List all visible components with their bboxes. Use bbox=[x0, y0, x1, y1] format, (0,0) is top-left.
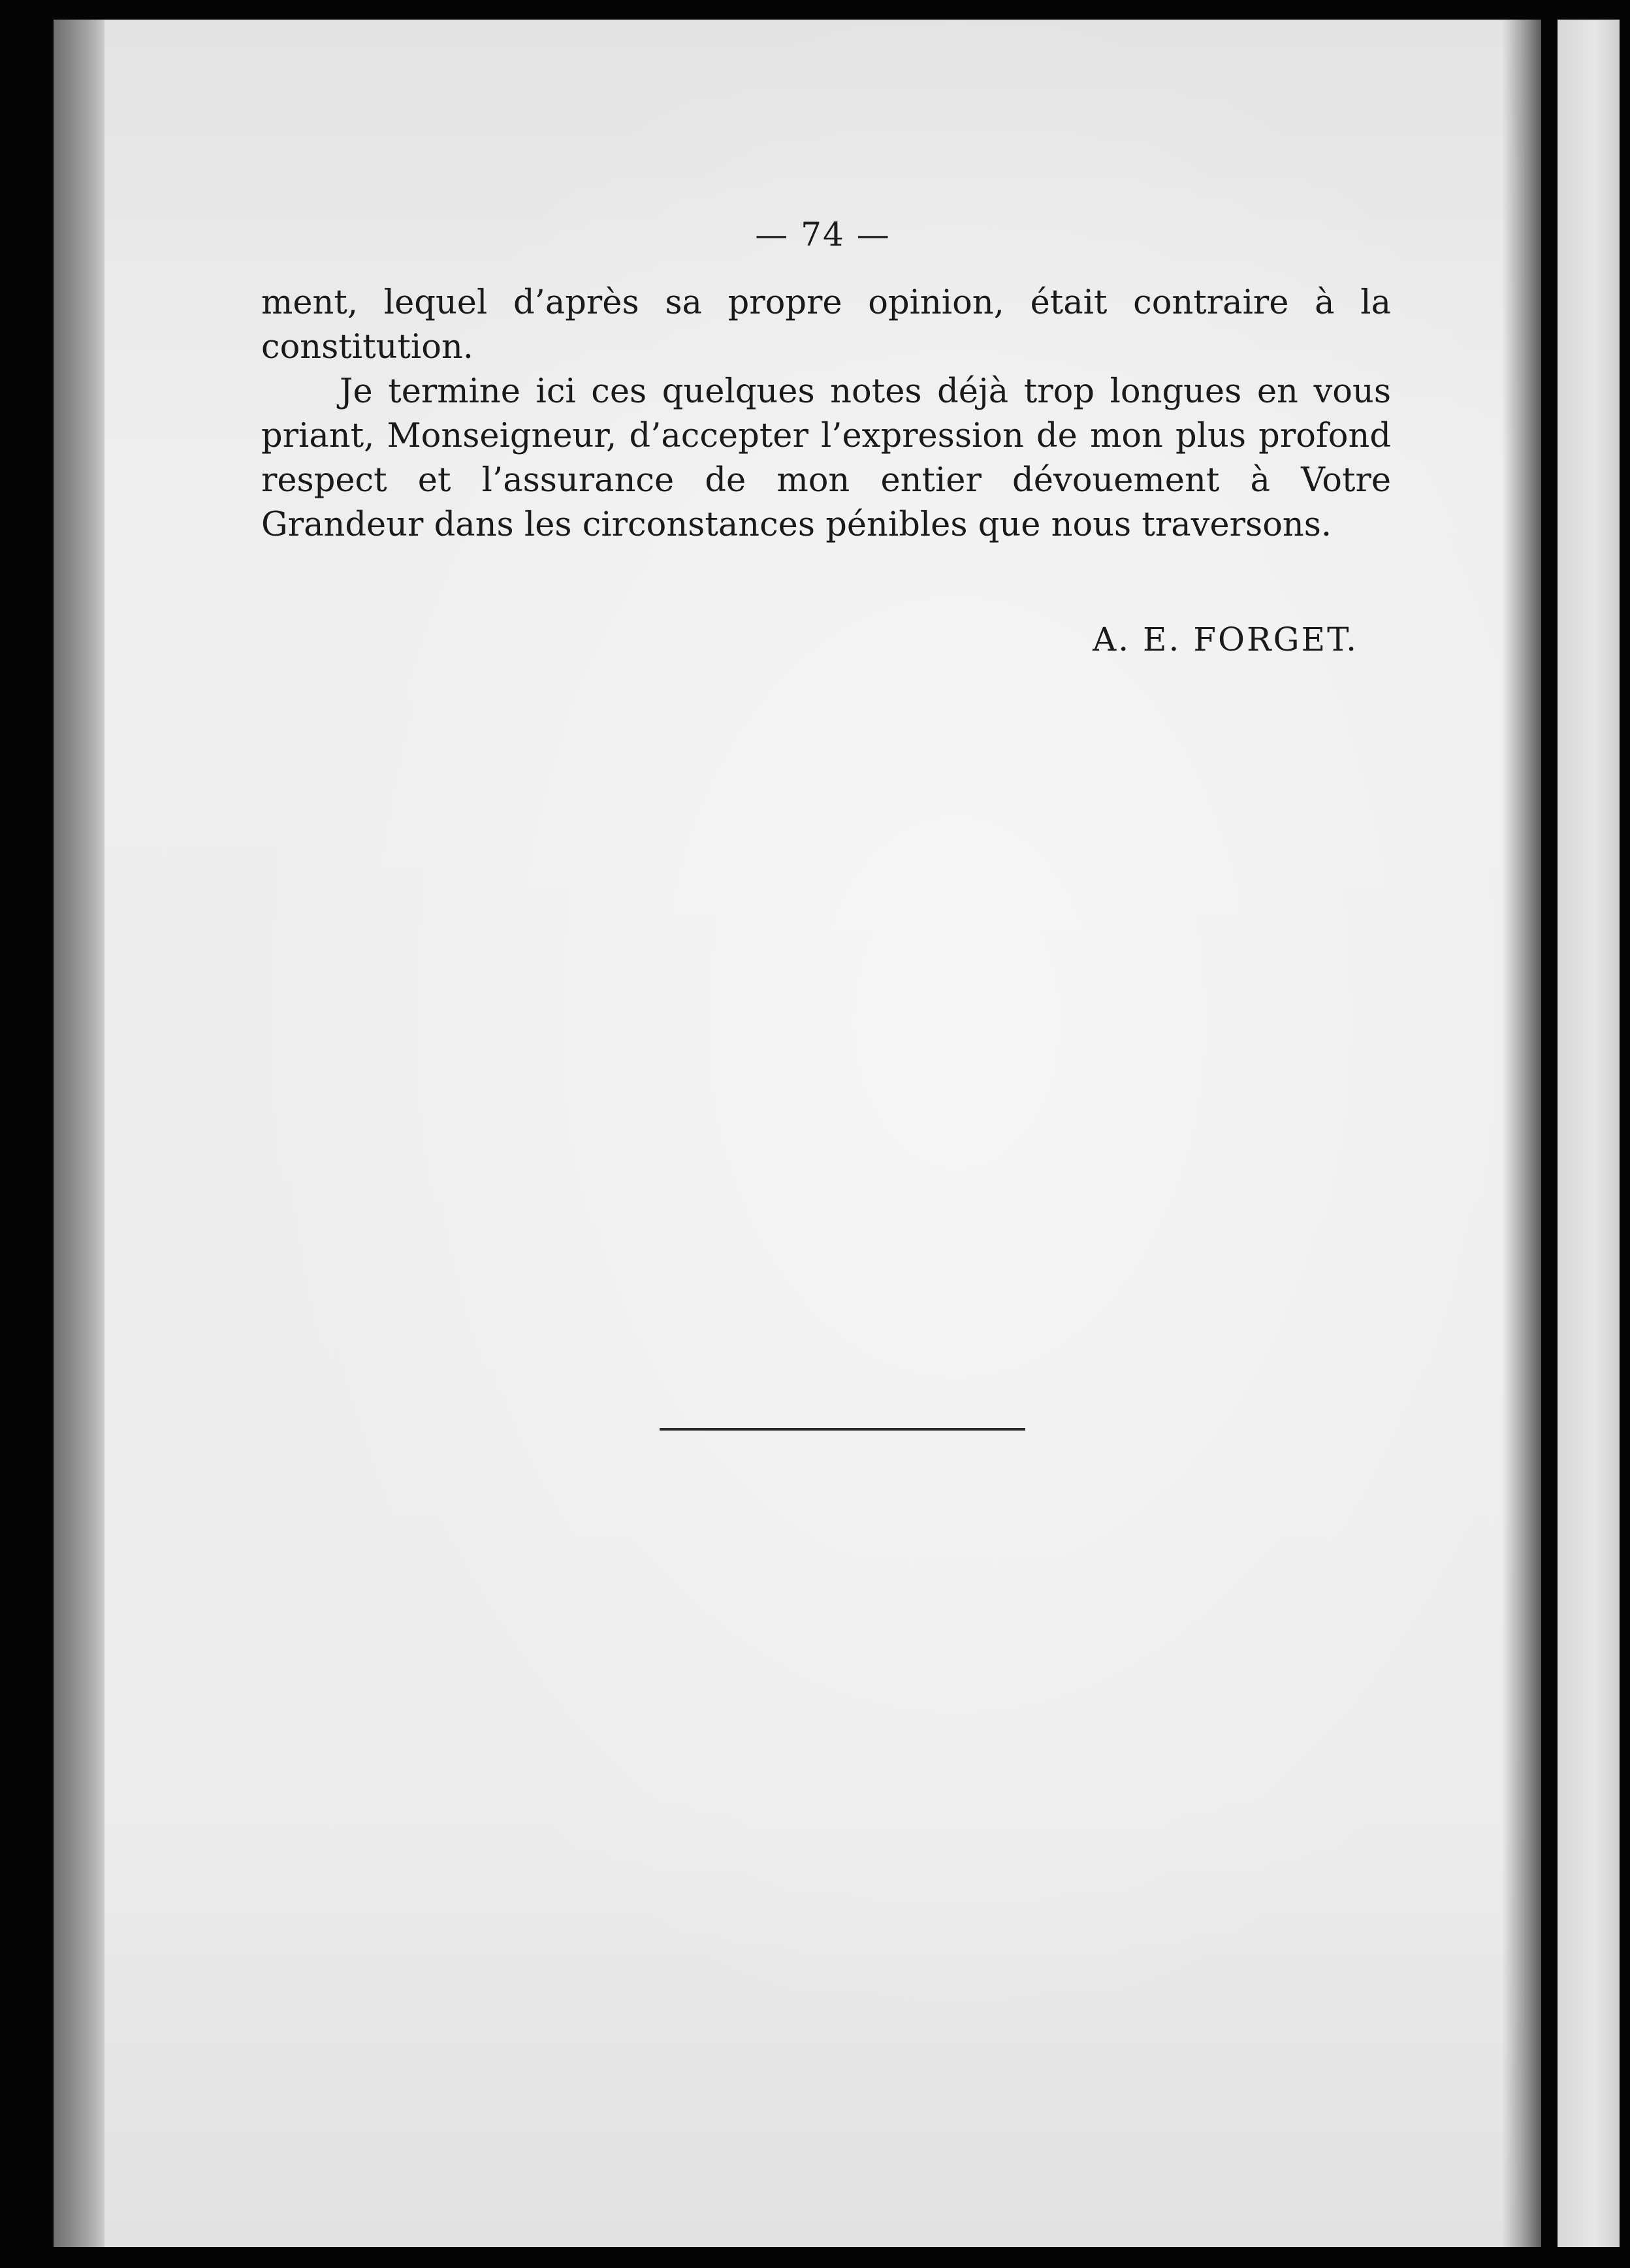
section-divider-rule bbox=[660, 1428, 1025, 1431]
page-binding-edge bbox=[54, 20, 106, 2247]
paragraph-closing: Je termine ici ces quelques notes déjà trop longues en vous priant, Monseigneur, d’accepter l’expression de mon plus profond respect et l’assurance de mon entier dévouement à Votre Grandeur dans les circonstances pénibles que nous traversons. bbox=[261, 372, 1391, 544]
signature: A. E. FORGET. bbox=[1093, 621, 1358, 658]
page-gutter-shadow bbox=[1502, 20, 1541, 2247]
body-text bbox=[261, 281, 1391, 547]
paragraph-continuation: ment, lequel d’après sa propre opinion, était contraire à la constitution. bbox=[261, 284, 1391, 366]
adjacent-page-edge bbox=[1558, 20, 1620, 2247]
page-number: — 74 — bbox=[755, 216, 891, 253]
